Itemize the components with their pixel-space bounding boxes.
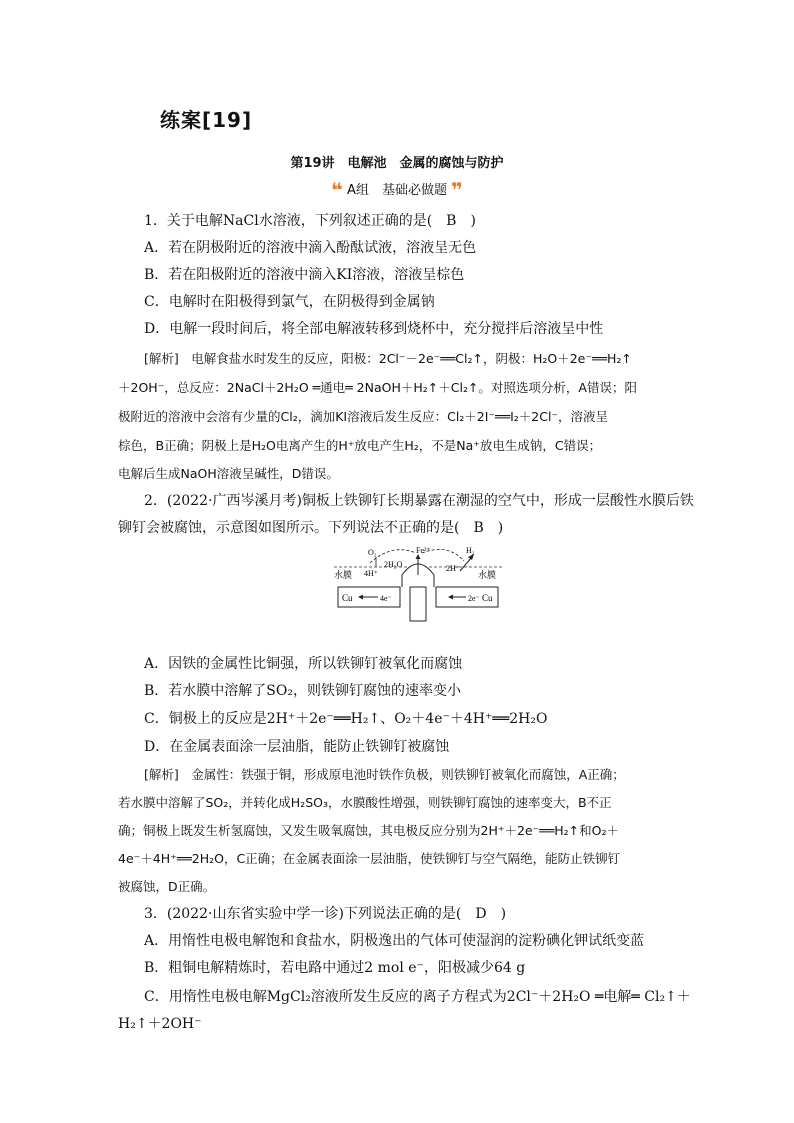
q2-analysis-line: 若水膜中溶解了SO₂，并转化成H₂SO₃，水膜酸性增强，则铁铆钉腐蚀的速率变大，B不正 bbox=[118, 795, 612, 810]
q1-stem: 1．关于电解NaCl水溶液，下列叙述正确的是( B ) bbox=[144, 213, 476, 229]
label-water-film-left: 水膜 bbox=[334, 571, 353, 581]
q2-option-a: A．因铁的金属性比铜强，所以铁铆钉被氧化而腐蚀 bbox=[144, 656, 463, 672]
q2-analysis-line: [解析] 金属性：铁强于铜，形成原电池时铁作负极，则铁铆钉被氧化而腐蚀，A正确； bbox=[144, 767, 625, 782]
label-2e: 2e⁻ bbox=[468, 594, 480, 603]
group-label: A组 基础必做题 bbox=[347, 183, 447, 198]
q1-analysis-line: 电解后生成NaOH溶液呈碱性，D错误。 bbox=[118, 466, 339, 481]
q3-option-b: B．粗铜电解精炼时，若电路中通过2 mol e⁻，阳极减少64 g bbox=[144, 960, 526, 976]
rivet-body bbox=[410, 587, 426, 621]
corrosion-diagram bbox=[332, 545, 504, 625]
q2-option-b: B．若水膜中溶解了SO₂，则铁铆钉腐蚀的速率变小 bbox=[144, 683, 461, 699]
q1-option-a: A．若在阴极附近的溶液中滴入酚酞试液，溶液呈无色 bbox=[144, 240, 477, 256]
q2-stem-line: 铆钉会被腐蚀，示意图如图所示。下列说法不正确的是( B ) bbox=[118, 520, 504, 536]
label-2h: 2H⁺ bbox=[446, 564, 460, 573]
label-fe2: Fe²⁺ bbox=[416, 546, 431, 555]
q2-option-d: D．在金属表面涂一层油脂，能防止铁铆钉被腐蚀 bbox=[144, 739, 450, 755]
q3-option-c: C．用惰性电极电解MgCl₂溶液所发生反应的离子方程式为2Cl⁻＋2H₂O ═电解═ Cl₂↑＋ bbox=[144, 989, 691, 1005]
label-h2: H₂ bbox=[466, 546, 475, 555]
label-4e: 4e⁻ bbox=[380, 594, 392, 603]
q1-analysis-line: [解析] 电解食盐水时发生的反应，阳极：2Cl⁻－2e⁻══Cl₂↑，阴极：H₂O＋2e⁻══H₂↑ bbox=[144, 351, 632, 366]
q2-stem-line: 2．(2022·广西岑溪月考)铜板上铁铆钉长期暴露在潮湿的空气中，形成一层酸性水膜后铁 bbox=[144, 493, 694, 509]
lesson-subtitle: 第19讲 电解池 金属的腐蚀与防护 bbox=[290, 156, 504, 171]
label-cu-right: Cu bbox=[482, 593, 493, 603]
page-title: 练案[19] bbox=[160, 108, 253, 132]
quote-open-icon: ❝ bbox=[331, 178, 343, 202]
q3-stem: 3．(2022·山东省实验中学一诊)下列说法正确的是( D ) bbox=[144, 906, 507, 922]
label-o2: O₂ bbox=[368, 548, 377, 557]
quote-close-icon: ❞ bbox=[451, 178, 463, 202]
q2-analysis-line: 4e⁻＋4H⁺══2H₂O，C正确；在金属表面涂一层油脂，使铁铆钉与空气隔绝，能防止铁铆钉 bbox=[118, 851, 621, 866]
label-2h2o: 2H₂O bbox=[384, 560, 403, 569]
q1-option-b: B．若在阳极附近的溶液中滴入KI溶液，溶液呈棕色 bbox=[144, 267, 465, 283]
q1-analysis-line: 极附近的溶液中会溶有少量的Cl₂，滴加KI溶液后发生反应：Cl₂＋2I⁻══I₂＋2Cl⁻，溶液呈 bbox=[118, 409, 609, 424]
label-4h: 4H⁺ bbox=[364, 569, 378, 578]
label-water-film-right: 水膜 bbox=[478, 571, 497, 581]
q2-option-c: C．铜极上的反应是2H⁺＋2e⁻══H₂↑、O₂＋4e⁻＋4H⁺══2H₂O bbox=[144, 711, 548, 727]
group-heading bbox=[0, 178, 794, 202]
q1-analysis-line: 棕色，B正确；阴极上是H₂O电离产生的H⁺放电产生H₂，不是Na⁺放电生成钠，C错误； bbox=[118, 438, 602, 453]
q2-analysis-line: 确；铜极上既发生析氢腐蚀，又发生吸氧腐蚀，其电极反应分别为2H⁺＋2e⁻══H₂↑和O₂＋ bbox=[118, 823, 619, 838]
label-cu-left: Cu bbox=[342, 593, 353, 603]
q3-option-a: A．用惰性电极电解饱和食盐水，阴极逸出的气体可使湿润的淀粉碘化钾试纸变蓝 bbox=[144, 933, 645, 949]
q1-option-d: D．电解一段时间后，将全部电解液转移到烧杯中，充分搅拌后溶液呈中性 bbox=[144, 321, 604, 337]
q1-analysis-line: ＋2OH⁻，总反应：2NaCl＋2H₂O ═通电═ 2NaOH＋H₂↑＋Cl₂↑。对照选项分析，A错误；阳 bbox=[118, 380, 637, 395]
q3-option-c-cont: H₂↑＋2OH⁻ bbox=[118, 1016, 202, 1032]
q2-analysis-line: 被腐蚀，D正确。 bbox=[118, 879, 216, 894]
q1-option-c: C．电解时在阳极得到氯气，在阴极得到金属钠 bbox=[144, 294, 435, 310]
